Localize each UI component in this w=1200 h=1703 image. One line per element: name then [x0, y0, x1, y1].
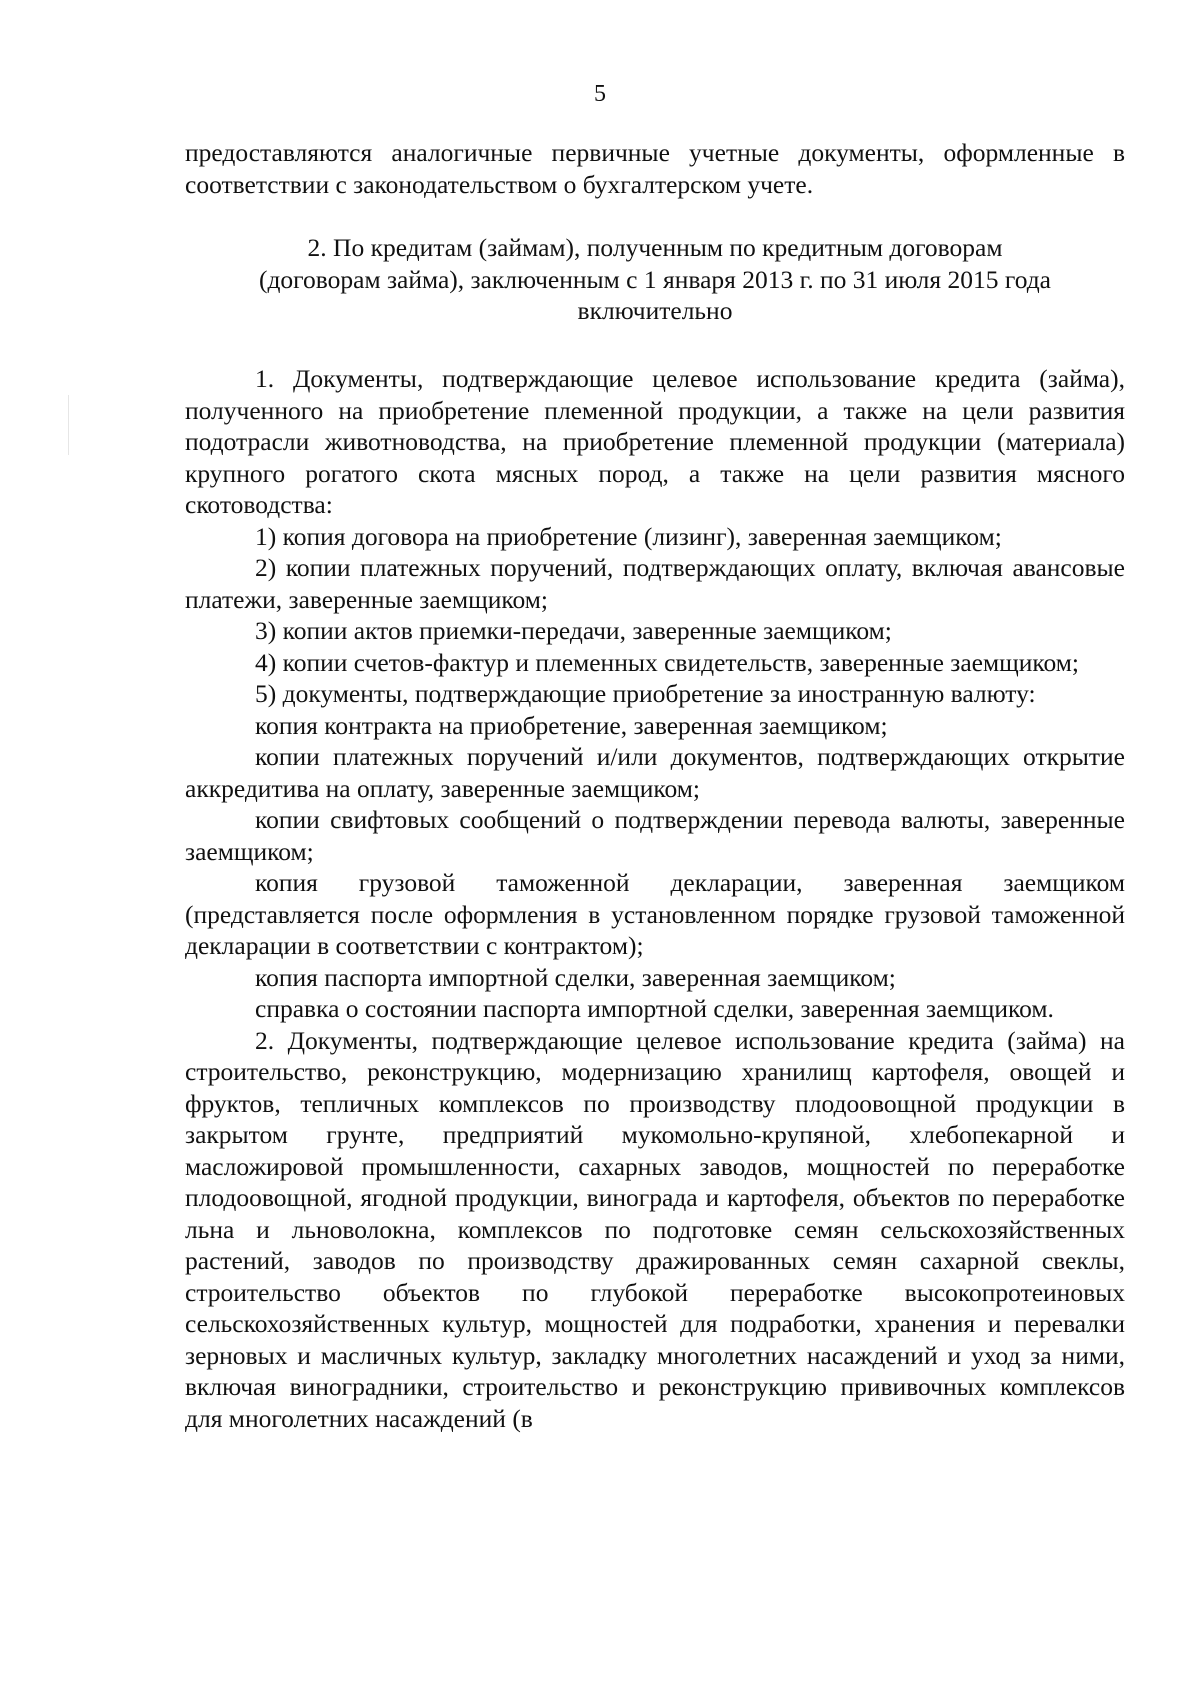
- section-heading: [185, 232, 1125, 327]
- section-heading-line: 2. По кредитам (займам), полученным по кредитным договорам: [307, 233, 1003, 262]
- paragraph: справка о состоянии паспорта импортной сделки, заверенная заемщиком.: [255, 994, 1054, 1023]
- section-heading-line: (договорам займа), заключенным с 1 января 2013 г. по 31 июля 2015 года: [258, 264, 1052, 294]
- paragraph: 2) копии платежных поручений, подтверждающих оплату, включая авансовые платежи, заверенные заемщиком;: [185, 553, 1125, 614]
- paragraph: 2. Документы, подтверждающие целевое использование кредита (займа) на строительство, реконструкцию, модернизацию хранилищ картофеля, овощей и фруктов, тепличных комплексов по производству плодоовощной продукции в закрытом грунте, предприятий мукомольно-крупяной, хлебопекарной и масложировой промышленности, сахарных заводов, мощностей по переработке плодоовощной, ягодной продукции, винограда и картофеля, объектов по переработке льна и льноволокна, комплексов по подготовке семян сельскохозяйственных растений, заводов по производству дражированных семян сахарной свеклы, строительство объектов по глубокой переработке высокопротеиновых сельскохозяйственных культур, мощностей для подработки, хранения и перевалки зерновых и масличных культур, закладку многолетних насаждений и уход за ними, включая виноградники, строительство и реконструкцию прививочных комплексов для многолетних насаждений (в: [185, 1025, 1125, 1433]
- paragraph: копии платежных поручений и/или документов, подтверждающих открытие аккредитива на оплату, заверенные заемщиком;: [185, 742, 1125, 803]
- paragraph: копии свифтовых сообщений о подтверждении перевода валюты, заверенные заемщиком;: [185, 805, 1125, 866]
- paragraph: копия контракта на приобретение, заверенная заемщиком;: [255, 710, 888, 740]
- scan-margin-mark: [68, 395, 69, 455]
- paragraph: 5) документы, подтверждающие приобретение за иностранную валюту:: [255, 679, 1036, 708]
- page-number: 5: [594, 81, 606, 107]
- paragraph: 1. Документы, подтверждающие целевое использование кредита (займа), полученного на приобретение племенной продукции, а также на цели развития подотрасли животноводства, на приобретение племенной продукции (материала) крупного рогатого скота мясных пород, а также на цели развития мясного скотоводства:: [185, 364, 1125, 519]
- paragraph: копия грузовой таможенной декларации, заверенная заемщиком (представляется после оформления в установленном порядке грузовой таможенной декларации в соответствии с контрактом);: [185, 868, 1125, 960]
- paragraph: 3) копии актов приемки-передачи, заверенные заемщиком;: [255, 616, 892, 645]
- paragraph: 4) копии счетов-фактур и племенных свидетельств, заверенные заемщиком;: [255, 647, 1079, 677]
- paragraph: копия паспорта импортной сделки, заверенная заемщиком;: [255, 962, 896, 992]
- paragraph: 1) копия договора на приобретение (лизинг), заверенная заемщиком;: [255, 521, 1002, 551]
- body-text: [185, 363, 1125, 1434]
- intro-paragraph: предоставляются аналогичные первичные учетные документы, оформленные в соответствии с законодательством о бухгалтерском учете.: [185, 138, 1125, 199]
- section-heading-line: включительно: [577, 296, 733, 325]
- intro-block: [185, 137, 1125, 200]
